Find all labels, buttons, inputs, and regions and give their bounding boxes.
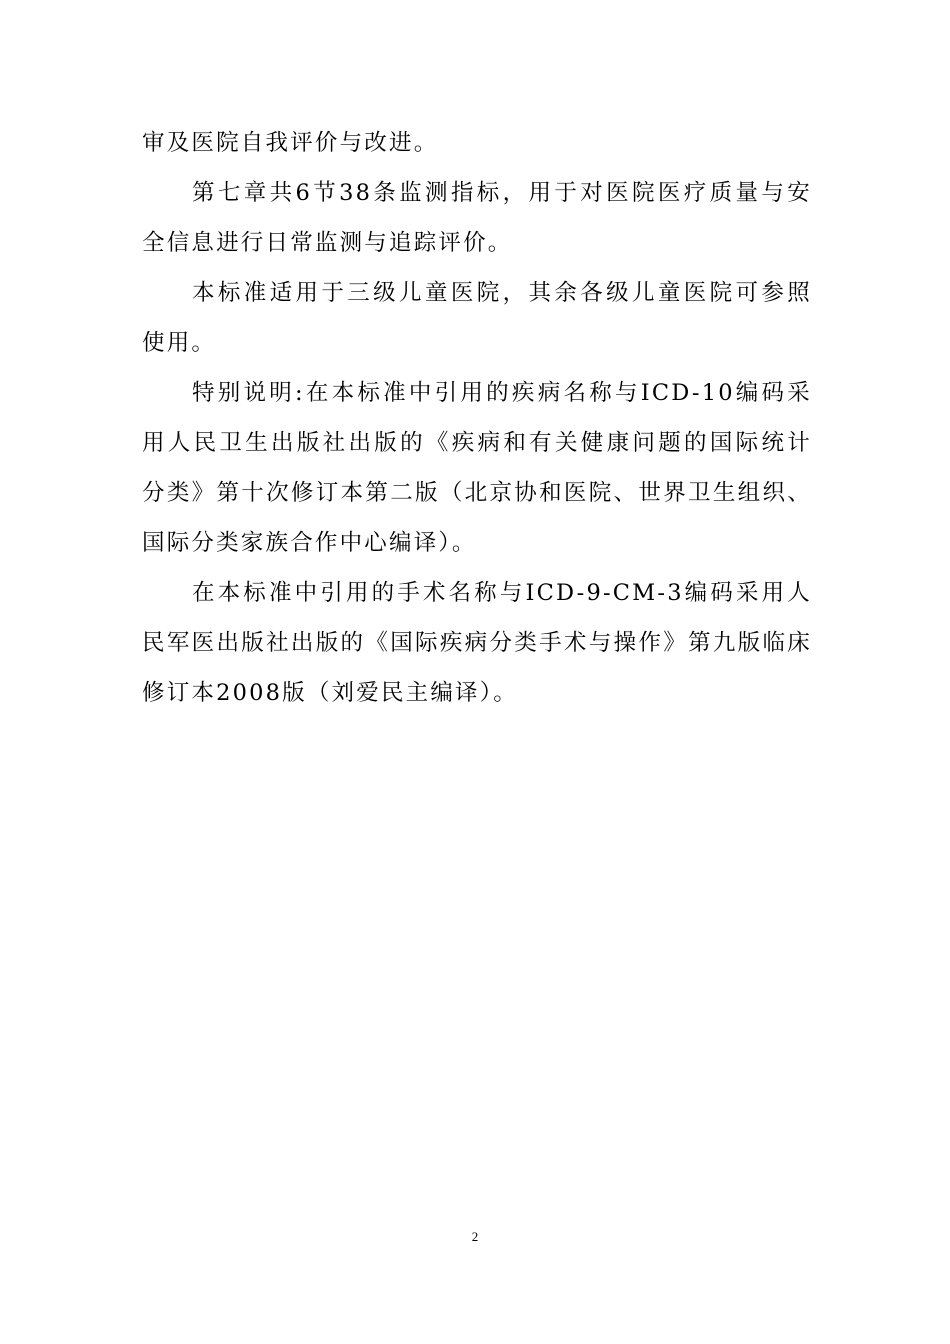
text-line: 在本标准中引用的手术名称与ICD-9-CM-3编码采用人 (192, 580, 812, 606)
text-line: 审及医院自我评价与改进。 (142, 130, 439, 156)
text-line: 分类》第十次修订本第二版（北京协和医院、世界卫生组织、 (142, 480, 812, 506)
text-line: 特别说明:在本标准中引用的疾病名称与ICD-10编码采 (192, 380, 812, 406)
text-line: 第七章共6节38条监测指标，用于对医院医疗质量与安 (192, 180, 812, 206)
text-line: 民军医出版社出版的《国际疾病分类手术与操作》第九版临床 (142, 630, 812, 656)
text-line: 修订本2008版（刘爱民主编译）。 (142, 680, 518, 706)
text-line: 用人民卫生出版社出版的《疾病和有关健康问题的国际统计 (142, 430, 812, 456)
text-line: 使用。 (142, 330, 217, 356)
text-line: 本标准适用于三级儿童医院，其余各级儿童医院可参照 (192, 280, 812, 306)
text-line: 国际分类家族合作中心编译）。 (142, 530, 477, 556)
page-number: 2 (471, 1229, 479, 1244)
text-line: 全信息进行日常监测与追踪评价。 (142, 230, 513, 256)
